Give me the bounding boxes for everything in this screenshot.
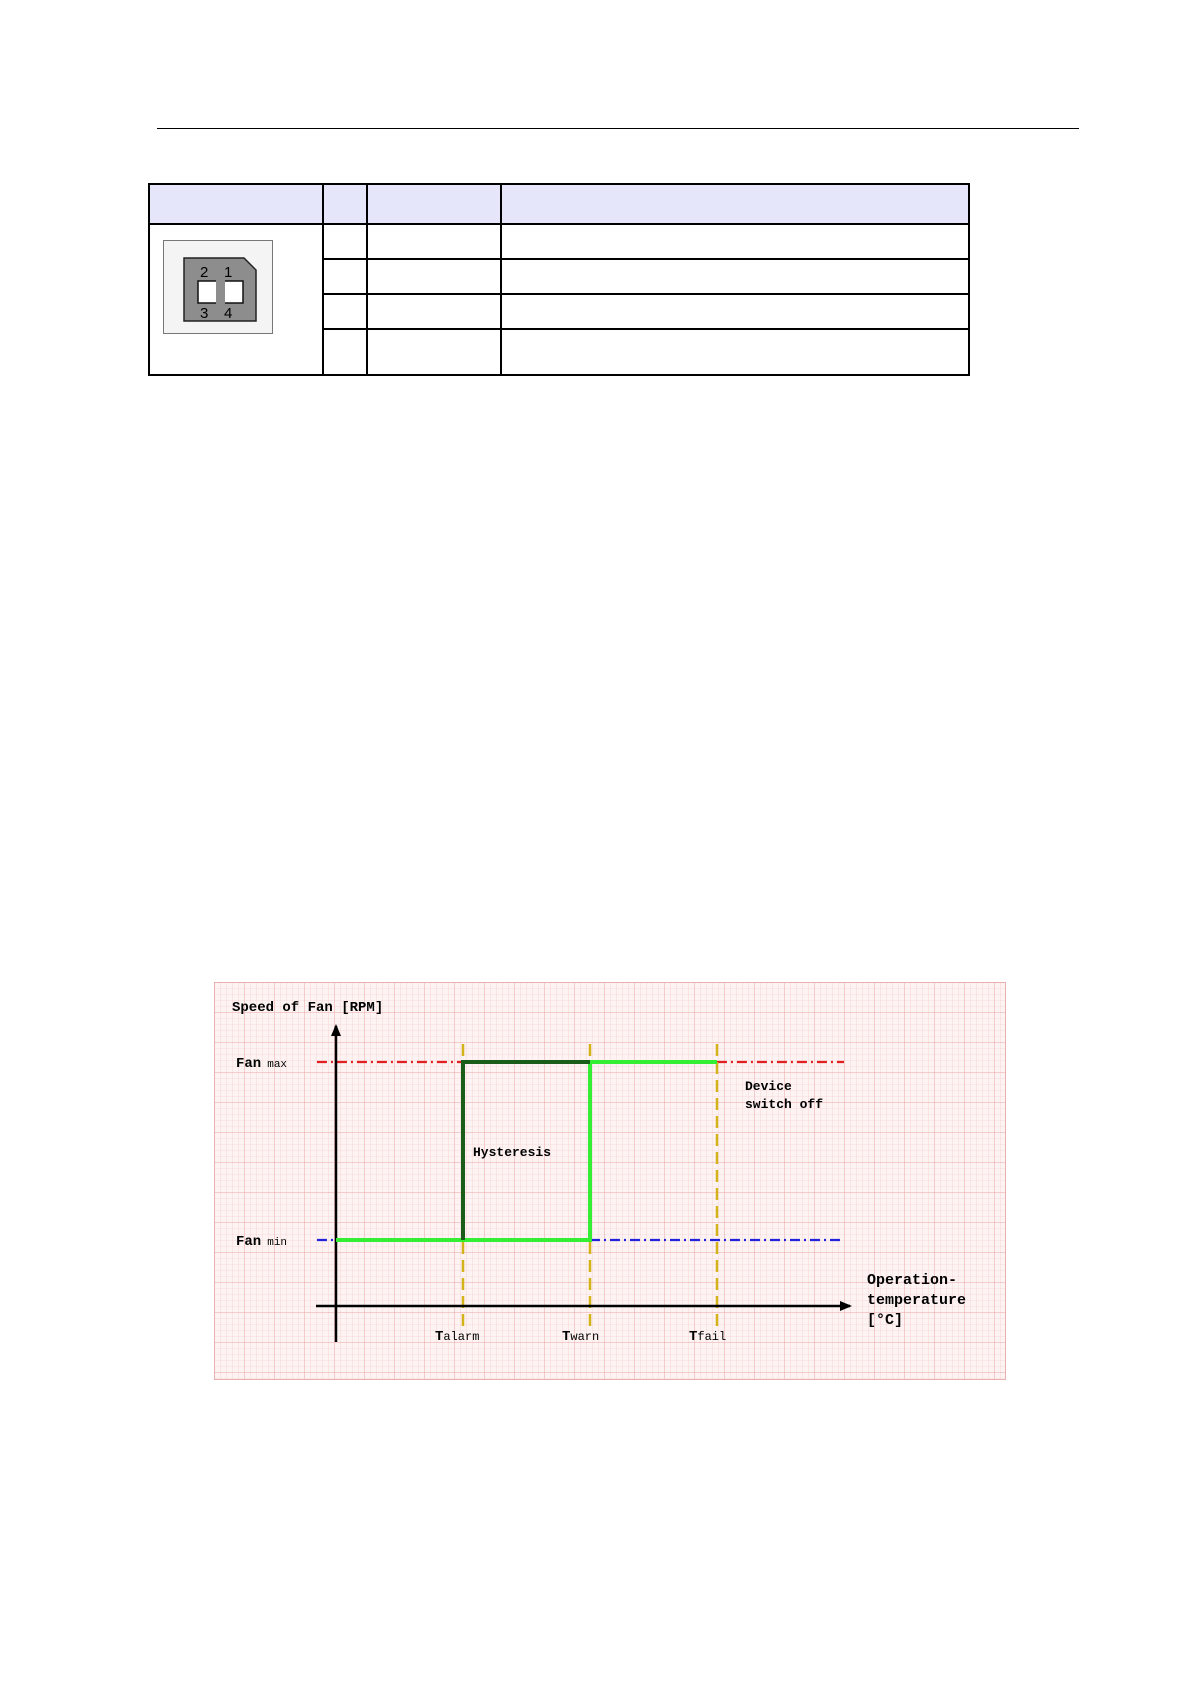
usb-pin-label-4: 4 bbox=[224, 305, 233, 322]
row-pin bbox=[323, 259, 367, 294]
header-signal bbox=[367, 184, 501, 224]
row-signal bbox=[367, 294, 501, 329]
x-marker-subscript: warn bbox=[570, 1330, 600, 1344]
annotation-hysteresis: Hysteresis bbox=[473, 1145, 552, 1160]
annotation-switch-off-line: switch off bbox=[745, 1097, 824, 1112]
connector-picture-cell bbox=[149, 224, 323, 375]
header-connector bbox=[149, 184, 323, 224]
fan-speed-chart-svg bbox=[214, 982, 1006, 1380]
x-marker-name: T bbox=[435, 1329, 444, 1345]
row-pin bbox=[323, 224, 367, 259]
row-description bbox=[501, 224, 969, 259]
usb-pin-label-1: 1 bbox=[224, 264, 233, 281]
row-description bbox=[501, 329, 969, 375]
row-description bbox=[501, 294, 969, 329]
header-rule bbox=[157, 128, 1079, 129]
x-marker-subscript: fail bbox=[697, 1330, 727, 1344]
annotation-switch-off-line: Device bbox=[745, 1079, 792, 1094]
x-marker-label-t_fail bbox=[689, 1329, 726, 1345]
y-axis-label: Speed of Fan [RPM] bbox=[232, 1000, 384, 1016]
y-level-subscript: max bbox=[267, 1059, 288, 1071]
row-pin bbox=[323, 329, 367, 375]
usb-pin-table bbox=[148, 183, 970, 376]
usb-pin-label-2: 2 bbox=[200, 264, 209, 281]
usb-pin-label-3: 3 bbox=[200, 305, 209, 322]
x-axis-label-line: temperature bbox=[867, 1292, 967, 1309]
row-signal bbox=[367, 329, 501, 375]
x-marker-name: T bbox=[562, 1329, 571, 1345]
y-level-name: Fan bbox=[236, 1056, 262, 1072]
table-row bbox=[149, 224, 969, 259]
header-pin bbox=[323, 184, 367, 224]
x-marker-subscript: alarm bbox=[443, 1330, 480, 1344]
usb-connector-frame bbox=[163, 240, 273, 334]
row-description bbox=[501, 259, 969, 294]
usb-type-b-connector-icon bbox=[164, 241, 272, 333]
y-level-subscript: min bbox=[267, 1237, 288, 1249]
fan-speed-chart bbox=[214, 982, 1006, 1380]
x-marker-label-t_warn bbox=[562, 1329, 599, 1345]
x-axis-label-line: Operation- bbox=[867, 1272, 958, 1289]
row-signal bbox=[367, 259, 501, 294]
x-marker-label-t_alarm bbox=[435, 1329, 479, 1345]
row-pin bbox=[323, 294, 367, 329]
header-description bbox=[501, 184, 969, 224]
y-level-name: Fan bbox=[236, 1234, 262, 1250]
table-header-row bbox=[149, 184, 969, 224]
row-signal bbox=[367, 224, 501, 259]
x-axis-label-line: [°C] bbox=[867, 1312, 904, 1329]
x-marker-name: T bbox=[689, 1329, 698, 1345]
